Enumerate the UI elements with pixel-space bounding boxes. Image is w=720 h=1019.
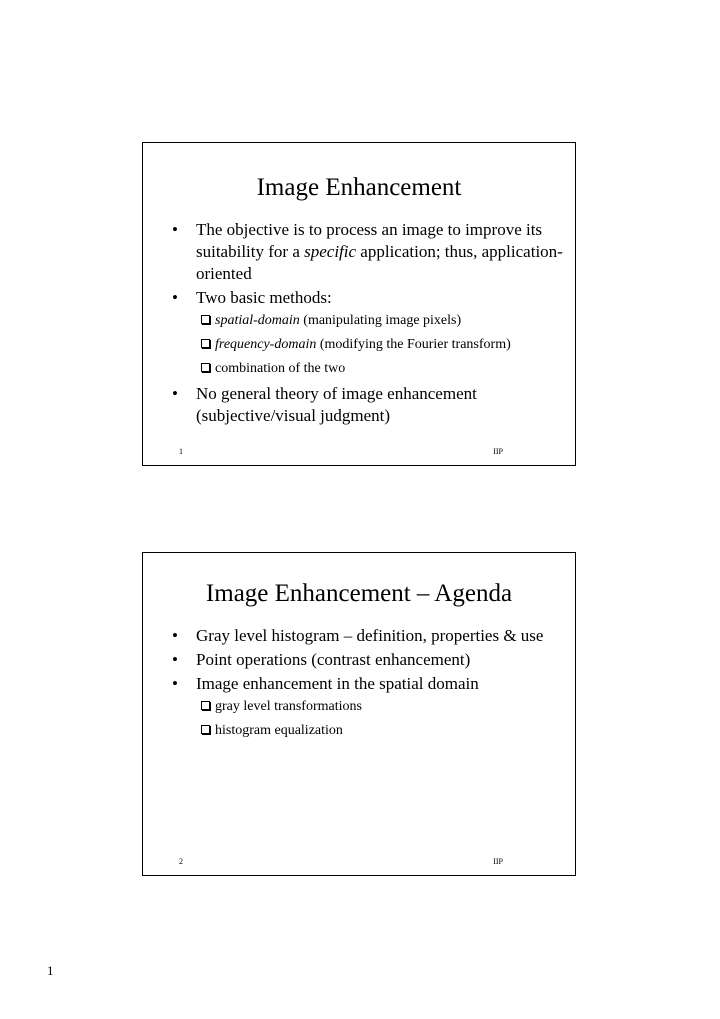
bullet-icon: •	[172, 288, 178, 307]
bullet-icon: •	[172, 650, 178, 669]
slide-footer-tag: IIP	[493, 857, 503, 866]
checkbox-bullet-icon	[201, 315, 210, 324]
bullet-item	[167, 625, 565, 647]
slide-body	[167, 219, 565, 429]
bullet-item	[167, 673, 565, 695]
bullet-item	[167, 287, 565, 309]
sub-item	[167, 697, 565, 716]
bullet-text: The objective is to process an image to improve its suitability for a	[196, 220, 543, 261]
checkbox-bullet-icon	[201, 701, 210, 710]
checkbox-bullet-icon	[201, 363, 210, 372]
sub-item	[167, 359, 565, 378]
bullet-text: Image enhancement in the spatial domain	[196, 674, 479, 693]
sub-item-text: histogram equalization	[215, 723, 343, 738]
bullet-icon: •	[172, 384, 178, 403]
sub-item	[167, 335, 565, 354]
bullet-emphasis: specific	[304, 242, 357, 261]
bullet-item	[167, 383, 565, 427]
slide-1	[142, 142, 576, 466]
page-number: 1	[47, 963, 54, 978]
bullet-item	[167, 649, 565, 671]
sub-item-emphasis: spatial-domain	[215, 313, 300, 328]
sub-item-emphasis: frequency-domain	[215, 337, 317, 352]
bullet-text: Point operations (contrast enhancement)	[196, 650, 471, 669]
checkbox-bullet-icon	[201, 725, 210, 734]
slide-2	[142, 552, 576, 876]
bullet-icon: •	[172, 220, 178, 239]
sub-item-text: combination of the two	[215, 361, 346, 376]
slide-title: Image Enhancement	[256, 174, 462, 201]
bullet-text: No general theory of image enhancement (subjective/visual judgment)	[196, 384, 477, 425]
bullet-item	[167, 219, 565, 285]
slide-footer-tag: IIP	[493, 447, 503, 456]
slide-title: Image Enhancement – Agenda	[205, 580, 513, 607]
bullet-icon: •	[172, 674, 178, 693]
sub-item-text: (modifying the Fourier transform)	[316, 337, 511, 352]
checkbox-bullet-icon	[201, 339, 210, 348]
bullet-text-tail: application; thus, application-oriented	[196, 242, 563, 283]
bullet-text: Gray level histogram – definition, properties & use	[196, 626, 544, 645]
slide-body	[167, 625, 565, 745]
bullet-text: Two basic methods:	[196, 288, 332, 307]
sub-item-text: gray level transformations	[215, 699, 362, 714]
sub-item-text: (manipulating image pixels)	[299, 313, 462, 328]
slide-number: 2	[179, 857, 183, 866]
sub-item	[167, 721, 565, 740]
bullet-icon: •	[172, 626, 178, 645]
slide-number: 1	[179, 447, 183, 456]
sub-item	[167, 311, 565, 330]
